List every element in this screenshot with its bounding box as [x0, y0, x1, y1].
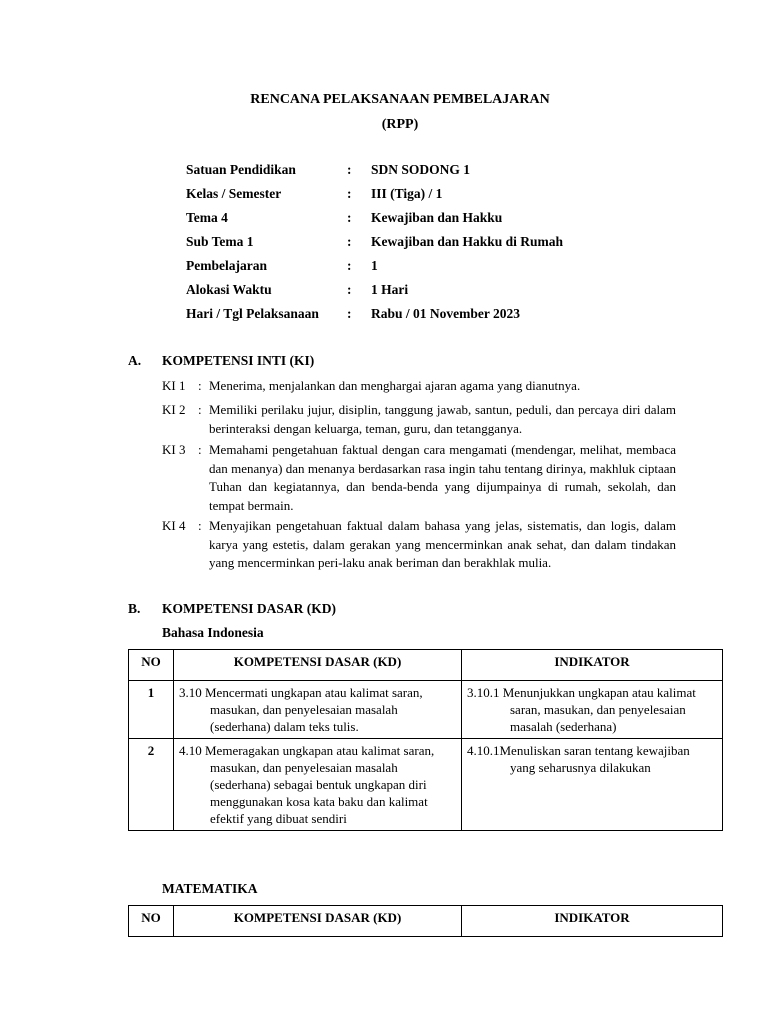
table-header-row	[129, 906, 723, 937]
info-label: Satuan Pendidikan	[186, 162, 296, 177]
table-header-row	[129, 650, 723, 681]
section-letter: B.	[128, 601, 141, 616]
info-label: Alokasi Waktu	[186, 282, 272, 297]
info-label: Kelas / Semester	[186, 186, 282, 201]
ki-code: KI 4	[162, 518, 186, 533]
indikator-cell	[462, 739, 723, 831]
info-label: Hari / Tgl Pelaksanaan	[186, 306, 319, 321]
ki-text: Menerima, menjalankan dan menghargai ajaran agama yang dianutnya.	[209, 378, 581, 393]
info-label: Pembelajaran	[186, 258, 267, 273]
ki-colon: :	[198, 378, 202, 393]
column-header-indikator: INDIKATOR	[462, 906, 723, 937]
kd-cell	[174, 739, 462, 831]
column-header-kd: KOMPETENSI DASAR (KD)	[174, 650, 462, 681]
ki-colon: :	[198, 402, 202, 417]
subject-heading: Bahasa Indonesia	[162, 625, 264, 640]
ki-code: KI 3	[162, 442, 186, 457]
info-value: 1	[371, 258, 378, 273]
info-value: Rabu / 01 November 2023	[371, 306, 521, 321]
section-title: KOMPETENSI DASAR (KD)	[162, 601, 337, 616]
info-value: SDN SODONG 1	[371, 162, 471, 177]
info-value: Kewajiban dan Hakku	[371, 210, 503, 225]
ki-text: Memahami pengetahuan faktual dengan cara mengamati (mendengar, melihat, membaca dan menanya) dan menanya berdasarkan rasa ingin tahu tentang dirinya, makhluk ciptaan Tuhan dan kegiatannya, dan benda-benda yang dijumpainya di rumah, sekolah, dan tempat bermain.	[209, 442, 676, 513]
info-label: Tema 4	[186, 210, 228, 225]
info-value: III (Tiga) / 1	[371, 186, 443, 201]
ki-item	[162, 441, 676, 515]
info-value: 1 Hari	[371, 282, 409, 297]
table-row	[129, 739, 723, 831]
info-colon: :	[347, 210, 352, 225]
column-header-no: NO	[129, 650, 174, 681]
info-colon: :	[347, 258, 352, 273]
indikator-text: 4.10.1Menuliskan saran tentang kewajiban yang seharusnya dilakukan	[467, 743, 690, 775]
info-value: Kewajiban dan Hakku di Rumah	[371, 234, 564, 249]
row-number: 1	[129, 681, 174, 739]
table-row	[129, 681, 723, 739]
kd-text: 4.10 Memeragakan ungkapan atau kalimat saran, masukan, dan penyelesaian masalah (sederhana) sebagai bentuk ungkapan diri menggunakan kosa kata baku dan kalimat efektif yang dibuat sendiri	[179, 743, 435, 826]
row-number: 2	[129, 739, 174, 831]
column-header-kd: KOMPETENSI DASAR (KD)	[174, 906, 462, 937]
ki-colon: :	[198, 442, 202, 457]
kd-table-bahasa-indonesia	[128, 649, 723, 831]
info-label: Sub Tema 1	[186, 234, 254, 249]
section-title: KOMPETENSI INTI (KI)	[162, 353, 315, 368]
indikator-text: 3.10.1 Menunjukkan ungkapan atau kalimat saran, masukan, dan penyelesaian masalah (sederhana)	[467, 685, 696, 734]
info-colon: :	[347, 282, 352, 297]
info-colon: :	[347, 234, 352, 249]
ki-code: KI 2	[162, 402, 186, 417]
ki-colon: :	[198, 518, 202, 533]
info-colon: :	[347, 186, 352, 201]
column-header-no: NO	[129, 906, 174, 937]
info-colon: :	[347, 306, 352, 321]
document-title: RENCANA PELAKSANAAN PEMBELAJARAN	[250, 92, 550, 107]
ki-item	[162, 401, 676, 438]
indikator-cell	[462, 681, 723, 739]
section-letter: A.	[128, 353, 142, 368]
column-header-indikator: INDIKATOR	[462, 650, 723, 681]
kd-text: 3.10 Mencermati ungkapan atau kalimat saran, masukan, dan penyelesaian masalah (sederhana) dalam teks tulis.	[179, 685, 423, 734]
kd-cell	[174, 681, 462, 739]
subject-heading: MATEMATIKA	[162, 881, 258, 896]
info-colon: :	[347, 162, 352, 177]
kd-table-matematika	[128, 905, 723, 937]
ki-item	[162, 517, 676, 573]
document-subtitle: (RPP)	[381, 117, 419, 132]
ki-code: KI 1	[162, 378, 186, 393]
ki-text: Menyajikan pengetahuan faktual dalam bahasa yang jelas, sistematis, dan logis, dalam karya yang estetis, dalam gerakan yang mencerminkan anak sehat, dan dalam tindakan yang mencerminkan peri-laku anak beriman dan berakhlak mulia.	[209, 518, 676, 570]
ki-item	[162, 377, 676, 396]
section-a-heading	[0, 353, 768, 373]
ki-text: Memiliki perilaku jujur, disiplin, tanggung jawab, santun, peduli, dan percaya diri dalam berinteraksi dengan keluarga, teman, guru, dan tetangganya.	[209, 402, 676, 436]
section-b-heading	[0, 601, 768, 621]
